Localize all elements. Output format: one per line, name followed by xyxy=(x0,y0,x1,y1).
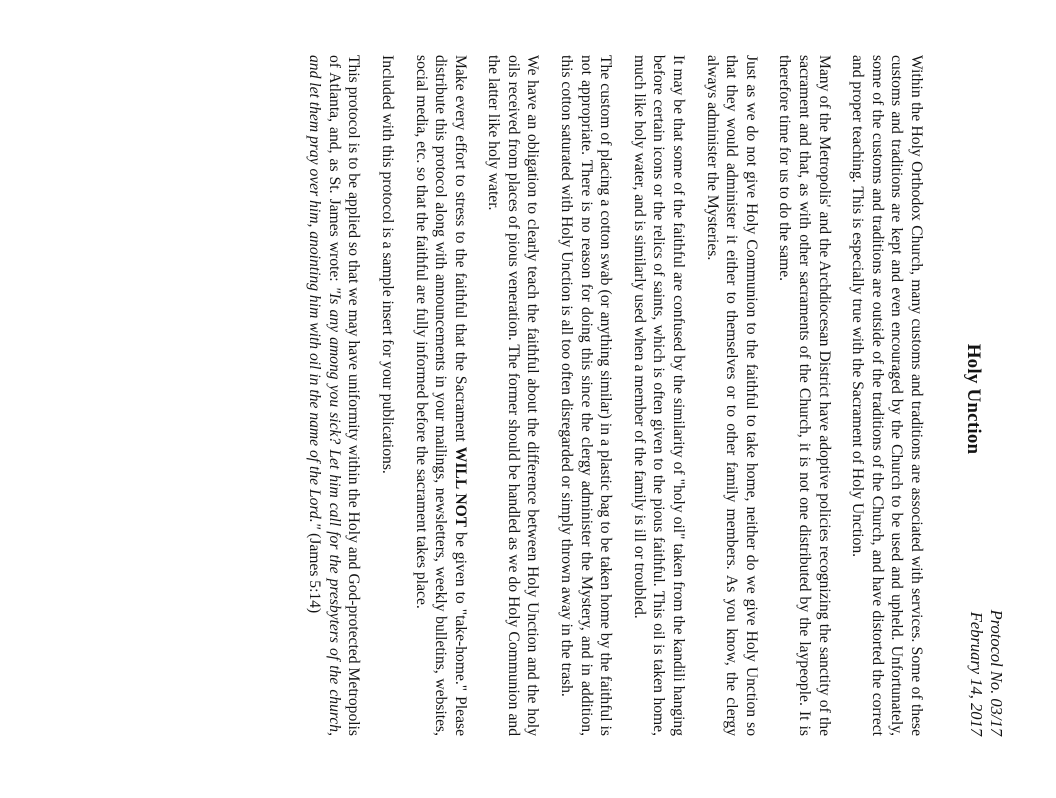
closing-text: This protocol is to be applied so that we may have uniformity within the Holy and God-protected Metropolis of Atlanta, and, as St. James wrote: xyxy=(325,55,363,736)
paragraph: Many of the Metropolis' and the Archdiocesan District have adoptive policies recognizing the sanctity of the sacrament and that, as with other sacraments of the Church, it is not one distributed by the laypeople. It is therefore time for us to do the same. xyxy=(776,55,833,736)
scripture-citation: (James 5:14) xyxy=(306,529,324,614)
paragraph: The custom of placing a cotton swab (or anything similar) in a plastic bag to be taken home by the faithful is not appropriate. There is no reason for doing this since the clergy administer the Mystery, and in addition, this cotton saturated with Holy Unction is all too often disregarded or simply thrown away in the trash. xyxy=(558,55,615,736)
closing-paragraph xyxy=(305,55,364,736)
document-body xyxy=(291,55,926,736)
emphasis-after: be given to "take-home." Please distribute this protocol along with announcements in your mailings, newsletters, weekly bulletins, websites, social media, etc. so that the faithful are fully informed before the sacrament takes place. xyxy=(412,55,469,737)
protocol-date: February 14, 2017 xyxy=(967,611,986,736)
emphasis-strong: WILL NOT xyxy=(451,446,469,528)
paragraph: Within the Holy Orthodox Church, many customs and traditions are associated with services. Some of these customs and traditions are kept and even encouraged by the Church to be used and upheld. Unfortunately, some of the customs and traditions are outside of the traditions of the Church, and have distorted the correct and proper teaching. This is especially true with the Sacrament of Holy Unction. xyxy=(849,55,925,736)
emphasis-before: Make every effort to stress to the faithful that the Sacrament xyxy=(451,55,469,447)
scripture-quote: "Is any among you sick? Let him call for the presbyters of the church, and let them pray over him, anointing him with oil in the name of the Lord." xyxy=(306,55,343,736)
paragraph: It may be that some of the faithful are confused by the similarity of "holy oil" taken from the kandili hanging before certain icons or the relics of saints, which is often given to the pious faithful. This oil is taken home, much like holy water, and is similarly used when a member of the family is ill or troubled. xyxy=(630,55,688,736)
paragraph: We have an obligation to clearly teach the faithful about the difference between Holy Unction and the holy oils received from places of pious veneration. The former should be handled as we do Holy Communion and the latter like holy water. xyxy=(485,55,542,736)
protocol-number: Protocol No. 03/17 xyxy=(987,609,1006,736)
paragraph: Just as we do not give Holy Communion to the faithful to take home, neither do we give Holy Unction so that they would administer it either to themselves or to other family members. As you know, the clergy always administer the Mysteries. xyxy=(703,55,760,736)
document-title: Holy Unction xyxy=(963,343,984,455)
included-line: Included with this protocol is a sample insert for your publications. xyxy=(378,55,396,474)
emphasis-paragraph xyxy=(411,55,470,736)
